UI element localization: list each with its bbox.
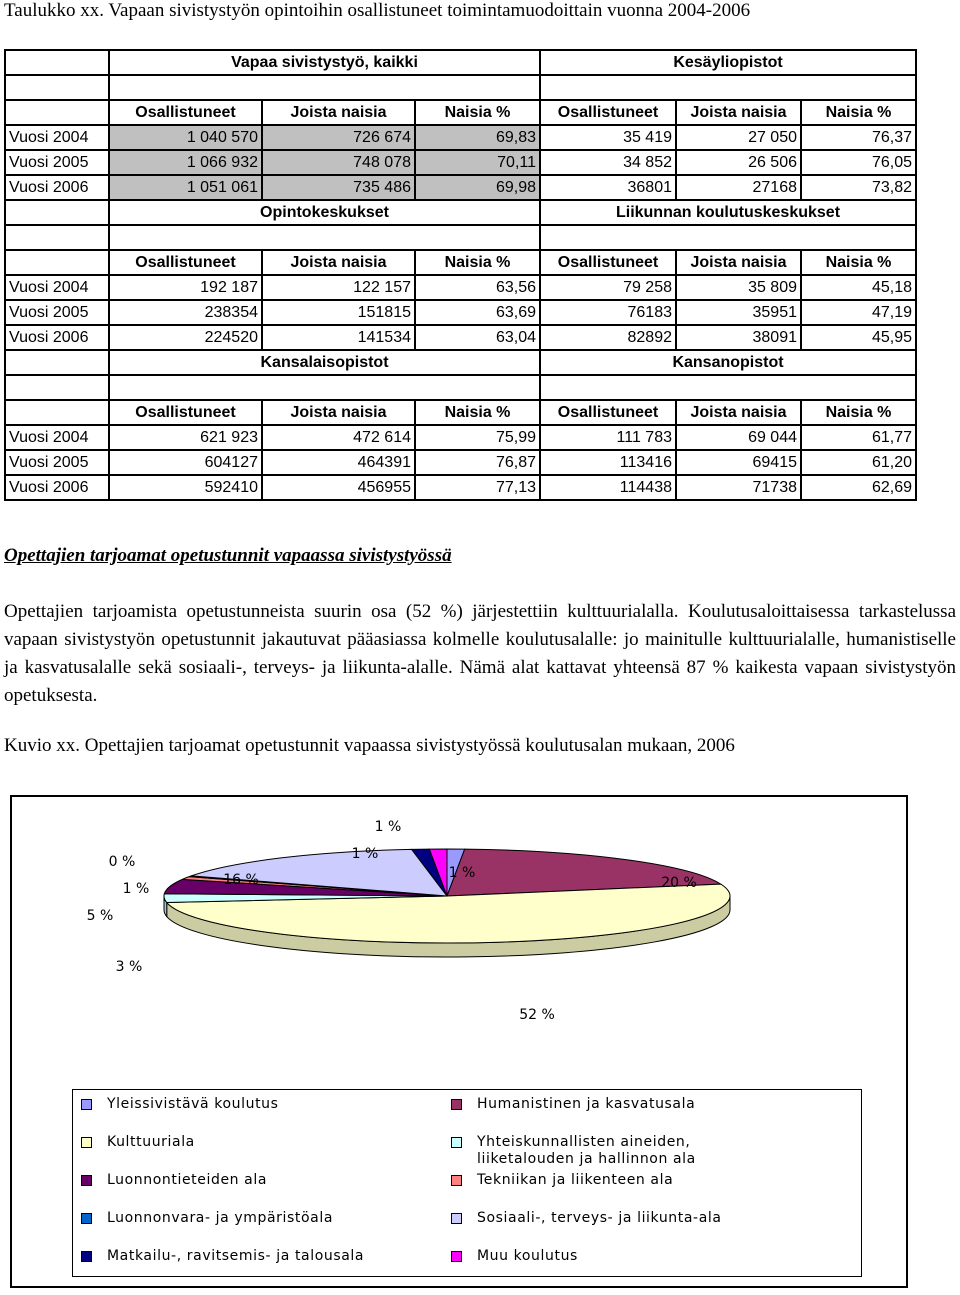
row-year-label: Vuosi 2005 <box>5 150 109 175</box>
table-cell: 76,87 <box>415 450 540 475</box>
table-cell: 82892 <box>540 325 676 350</box>
table-row <box>5 125 916 150</box>
participants-table <box>4 49 917 501</box>
group-title-row <box>5 200 916 225</box>
group-title-right: Liikunnan koulutuskeskukset <box>540 200 916 225</box>
section-heading: Opettajien tarjoamat opetustunnit vapaassa sivistystyössä <box>4 545 452 566</box>
column-header: Joista naisia <box>262 400 415 425</box>
table-cell: 79 258 <box>540 275 676 300</box>
table-cell: 47,19 <box>801 300 916 325</box>
legend-swatch <box>81 1213 92 1224</box>
pie-data-label: 0 % <box>108 854 136 870</box>
table-cell: 63,56 <box>415 275 540 300</box>
empty-cell <box>5 375 109 400</box>
group-title-right: Kesäyliopistot <box>540 50 916 75</box>
empty-cell <box>109 375 540 400</box>
column-header: Naisia % <box>801 400 916 425</box>
table-cell: 111 783 <box>540 425 676 450</box>
table-cell: 36801 <box>540 175 676 200</box>
empty-cell <box>109 225 540 250</box>
table-cell: 35951 <box>676 300 801 325</box>
column-header: Osallistuneet <box>540 100 676 125</box>
column-header-row <box>5 250 916 275</box>
empty-cell <box>540 75 916 100</box>
column-header: Naisia % <box>801 250 916 275</box>
empty-cell <box>5 400 109 425</box>
legend-swatch <box>451 1251 462 1262</box>
legend-swatch <box>81 1175 92 1186</box>
column-header: Naisia % <box>415 250 540 275</box>
table-cell: 45,18 <box>801 275 916 300</box>
column-header: Osallistuneet <box>109 250 262 275</box>
table-cell: 456955 <box>262 475 415 500</box>
empty-cell <box>5 75 109 100</box>
group-title-row <box>5 350 916 375</box>
group-title-left: Opintokeskukset <box>109 200 540 225</box>
table-cell: 69,83 <box>415 125 540 150</box>
pie-data-label: 1 % <box>374 819 402 835</box>
column-header: Naisia % <box>415 100 540 125</box>
table-cell: 26 506 <box>676 150 801 175</box>
table-row <box>5 300 916 325</box>
empty-cell <box>109 75 540 100</box>
legend-label: Kulttuuriala <box>107 1134 195 1150</box>
column-header: Joista naisia <box>262 100 415 125</box>
table-cell: 748 078 <box>262 150 415 175</box>
table-cell: 27168 <box>676 175 801 200</box>
legend-label: Yhteiskunnallisten aineiden, liiketalouden ja hallinnon ala <box>477 1134 696 1167</box>
table-cell: 114438 <box>540 475 676 500</box>
legend-label: Luonnontieteiden ala <box>107 1172 268 1188</box>
row-year-label: Vuosi 2005 <box>5 450 109 475</box>
table-row <box>5 275 916 300</box>
column-header: Osallistuneet <box>540 400 676 425</box>
legend-swatch <box>451 1213 462 1224</box>
legend-swatch <box>451 1099 462 1110</box>
column-header: Osallistuneet <box>540 250 676 275</box>
empty-cell <box>5 225 109 250</box>
column-header: Osallistuneet <box>109 400 262 425</box>
table-cell: 45,95 <box>801 325 916 350</box>
table-cell: 621 923 <box>109 425 262 450</box>
pie-data-label: 16 % <box>223 872 259 888</box>
table-cell: 71738 <box>676 475 801 500</box>
table-cell: 141534 <box>262 325 415 350</box>
table-cell: 63,04 <box>415 325 540 350</box>
pie-data-label: 5 % <box>86 908 114 924</box>
legend-swatch <box>451 1137 462 1148</box>
body-paragraph: Opettajien tarjoamista opetustunneista suurin osa (52 %) järjestettiin kulttuurialalla. Koulutusaloittaisessa tarkastelussa vapaan sivistystyön opetustunnit jakautuvat pääasiassa kolmelle koulutusalalle: jo mainitulle kulttuurialalle, humanistiselle ja kasvatusalalle sekä sosiaali-, terveys- ja liikunta-alalle. Nämä alat kattavat yhteensä 87 % kaikesta vapaan sivistystyön opetuksesta. <box>4 601 956 706</box>
table-cell: 472 614 <box>262 425 415 450</box>
legend-label: Tekniikan ja liikenteen ala <box>477 1172 674 1188</box>
table-cell: 35 809 <box>676 275 801 300</box>
column-header-row <box>5 400 916 425</box>
table-cell: 75,99 <box>415 425 540 450</box>
column-header: Naisia % <box>801 100 916 125</box>
table-cell: 34 852 <box>540 150 676 175</box>
row-year-label: Vuosi 2005 <box>5 300 109 325</box>
table-row <box>5 175 916 200</box>
pie-chart-area <box>10 795 908 1288</box>
column-header: Osallistuneet <box>109 100 262 125</box>
table-cell: 76183 <box>540 300 676 325</box>
table-cell: 604127 <box>109 450 262 475</box>
row-year-label: Vuosi 2006 <box>5 475 109 500</box>
empty-cell <box>5 50 109 75</box>
table-cell: 726 674 <box>262 125 415 150</box>
empty-cell <box>5 350 109 375</box>
row-year-label: Vuosi 2004 <box>5 425 109 450</box>
table-cell: 113416 <box>540 450 676 475</box>
table-cell: 61,77 <box>801 425 916 450</box>
table-cell: 61,20 <box>801 450 916 475</box>
table-cell: 35 419 <box>540 125 676 150</box>
legend-label: Muu koulutus <box>477 1248 578 1264</box>
figure-caption: Kuvio xx. Opettajien tarjoamat opetustunnit vapaassa sivistystyössä koulutusalan mukaan, 2006 <box>4 735 735 756</box>
pie-data-label: 1 % <box>448 865 476 881</box>
row-year-label: Vuosi 2006 <box>5 325 109 350</box>
table-cell: 69,98 <box>415 175 540 200</box>
legend-swatch <box>81 1099 92 1110</box>
table-cell: 63,69 <box>415 300 540 325</box>
column-header: Joista naisia <box>676 400 801 425</box>
table-row <box>5 150 916 175</box>
table-cell: 151815 <box>262 300 415 325</box>
group-title-right: Kansanopistot <box>540 350 916 375</box>
table-cell: 192 187 <box>109 275 262 300</box>
group-title-left: Kansalaisopistot <box>109 350 540 375</box>
table-cell: 1 066 932 <box>109 150 262 175</box>
table-cell: 69415 <box>676 450 801 475</box>
table-cell: 592410 <box>109 475 262 500</box>
legend-label: Luonnonvara- ja ympäristöala <box>107 1210 334 1226</box>
table-cell: 1 051 061 <box>109 175 262 200</box>
row-year-label: Vuosi 2004 <box>5 125 109 150</box>
table-cell: 735 486 <box>262 175 415 200</box>
table-cell: 70,11 <box>415 150 540 175</box>
table-cell: 69 044 <box>676 425 801 450</box>
table-cell: 76,05 <box>801 150 916 175</box>
table-cell: 122 157 <box>262 275 415 300</box>
group-title-row <box>5 50 916 75</box>
legend-label: Sosiaali-, terveys- ja liikunta-ala <box>477 1210 722 1226</box>
legend-swatch <box>81 1137 92 1148</box>
pie-data-label: 3 % <box>115 959 143 975</box>
table-cell: 77,13 <box>415 475 540 500</box>
pie-data-label: 1 % <box>351 846 379 862</box>
table-row <box>5 450 916 475</box>
table-row <box>5 475 916 500</box>
empty-cell <box>540 375 916 400</box>
table-cell: 38091 <box>676 325 801 350</box>
column-header: Joista naisia <box>262 250 415 275</box>
empty-cell <box>5 100 109 125</box>
column-header: Joista naisia <box>676 100 801 125</box>
legend-swatch <box>81 1251 92 1262</box>
pie-data-label: 20 % <box>661 875 697 891</box>
table-cell: 62,69 <box>801 475 916 500</box>
column-header: Joista naisia <box>676 250 801 275</box>
empty-cell <box>540 225 916 250</box>
table-cell: 224520 <box>109 325 262 350</box>
table-cell: 238354 <box>109 300 262 325</box>
table-cell: 464391 <box>262 450 415 475</box>
spacer-row <box>5 225 916 250</box>
group-title-left: Vapaa sivistystyö, kaikki <box>109 50 540 75</box>
table-cell: 1 040 570 <box>109 125 262 150</box>
pie-data-label: 1 % <box>122 881 150 897</box>
spacer-row <box>5 375 916 400</box>
pie-data-label: 52 % <box>519 1007 555 1023</box>
legend-swatch <box>451 1175 462 1186</box>
table-row <box>5 425 916 450</box>
legend-label: Matkailu-, ravitsemis- ja talousala <box>107 1248 365 1264</box>
spacer-row <box>5 75 916 100</box>
table-cell: 76,37 <box>801 125 916 150</box>
empty-cell <box>5 250 109 275</box>
chart-legend <box>72 1089 862 1277</box>
row-year-label: Vuosi 2004 <box>5 275 109 300</box>
column-header-row <box>5 100 916 125</box>
column-header: Naisia % <box>415 400 540 425</box>
row-year-label: Vuosi 2006 <box>5 175 109 200</box>
table-cell: 27 050 <box>676 125 801 150</box>
legend-label: Humanistinen ja kasvatusala <box>477 1096 696 1112</box>
legend-label: Yleissivistävä koulutus <box>107 1096 279 1112</box>
table-cell: 73,82 <box>801 175 916 200</box>
empty-cell <box>5 200 109 225</box>
table-row <box>5 325 916 350</box>
table-caption: Taulukko xx. Vapaan sivistystyön opintoihin osallistuneet toimintamuodoittain vuonna 2004-2006 <box>4 0 751 21</box>
